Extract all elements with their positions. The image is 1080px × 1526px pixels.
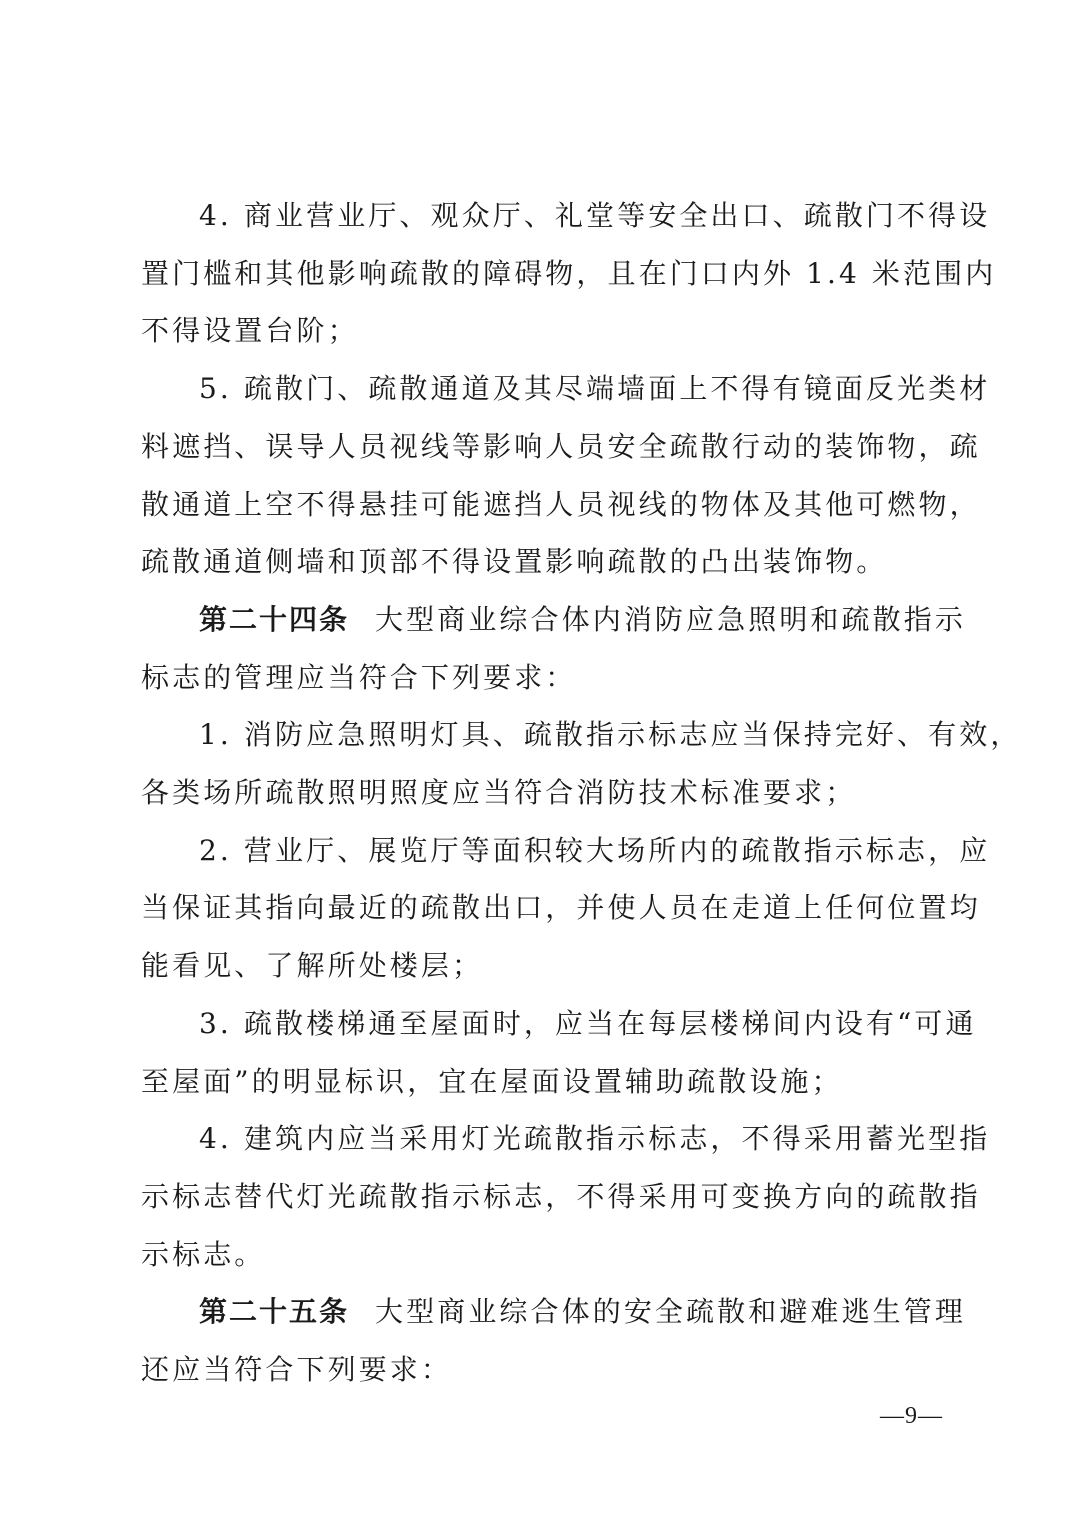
paragraph-line: 标志的管理应当符合下列要求： bbox=[141, 660, 577, 694]
paragraph-line: 2. 营业厅、展览厅等面积较大场所内的疏散指示标志，应 bbox=[199, 833, 991, 867]
paragraph-line: 料遮挡、误导人员视线等影响人员安全疏散行动的装饰物，疏 bbox=[141, 429, 981, 463]
paragraph-line: 4. 商业营业厅、观众厅、礼堂等安全出口、疏散门不得设 bbox=[199, 199, 991, 232]
paragraph-item-3-stairs bbox=[141, 995, 977, 1110]
page-number: —9— bbox=[880, 1403, 943, 1429]
article-24 bbox=[141, 591, 966, 706]
paragraph-line: 散通道上空不得悬挂可能遮挡人员视线的物体及其他可燃物， bbox=[141, 487, 981, 521]
paragraph-line: 3. 疏散楼梯通至屋面时，应当在每层楼梯间内设有“可通 bbox=[199, 1006, 977, 1040]
paragraph-line: 各类场所疏散照明照度应当符合消防技术标准要求； bbox=[141, 776, 857, 810]
paragraph-item-5-corridors bbox=[141, 360, 991, 591]
paragraph-line bbox=[141, 1283, 966, 1341]
paragraph-item-4-exits bbox=[141, 187, 997, 360]
paragraph-line: 1. 消防应急照明灯具、疏散指示标志应当保持完好、有效， bbox=[199, 718, 1022, 752]
article-intro-text: 大型商业综合体内消防应急照明和疏散指示 bbox=[375, 602, 966, 636]
paragraph-line: 当保证其指向最近的疏散出口，并使人员在走道上任何位置均 bbox=[141, 891, 981, 925]
paragraph-line: 4. 建筑内应当采用灯光疏散指示标志，不得采用蓄光型指 bbox=[199, 1122, 991, 1156]
paragraph-item-2-signage bbox=[141, 822, 991, 995]
document-body bbox=[141, 187, 1022, 1399]
paragraph-line: 示标志。 bbox=[141, 1237, 266, 1271]
paragraph-line: 疏散通道侧墙和顶部不得设置影响疏散的凸出装饰物。 bbox=[141, 545, 888, 579]
paragraph-item-1-lighting bbox=[141, 706, 1022, 821]
paragraph-line: 至屋面”的明显标识，宜在屋面设置辅助疏散设施； bbox=[141, 1064, 843, 1098]
paragraph-line: 置门槛和其他影响疏散的障碍物，且在门口内外 1.4 米范围内 bbox=[141, 256, 997, 290]
article-25 bbox=[141, 1283, 966, 1398]
paragraph-line: 不得设置台阶； bbox=[141, 314, 359, 348]
article-intro-text: 大型商业综合体的安全疏散和避难逃生管理 bbox=[375, 1295, 966, 1329]
paragraph-line: 还应当符合下列要求： bbox=[141, 1353, 453, 1387]
paragraph-line: 示标志替代灯光疏散指示标志，不得采用可变换方向的疏散指 bbox=[141, 1179, 981, 1213]
paragraph-line: 5. 疏散门、疏散通道及其尽端墙面上不得有镜面反光类材 bbox=[199, 372, 991, 406]
article-heading: 第二十五条 bbox=[199, 1295, 350, 1329]
paragraph-item-4-lighted-signs bbox=[141, 1110, 991, 1283]
article-heading: 第二十四条 bbox=[199, 602, 350, 636]
paragraph-line bbox=[141, 591, 966, 649]
paragraph-line: 能看见、了解所处楼层； bbox=[141, 949, 484, 983]
